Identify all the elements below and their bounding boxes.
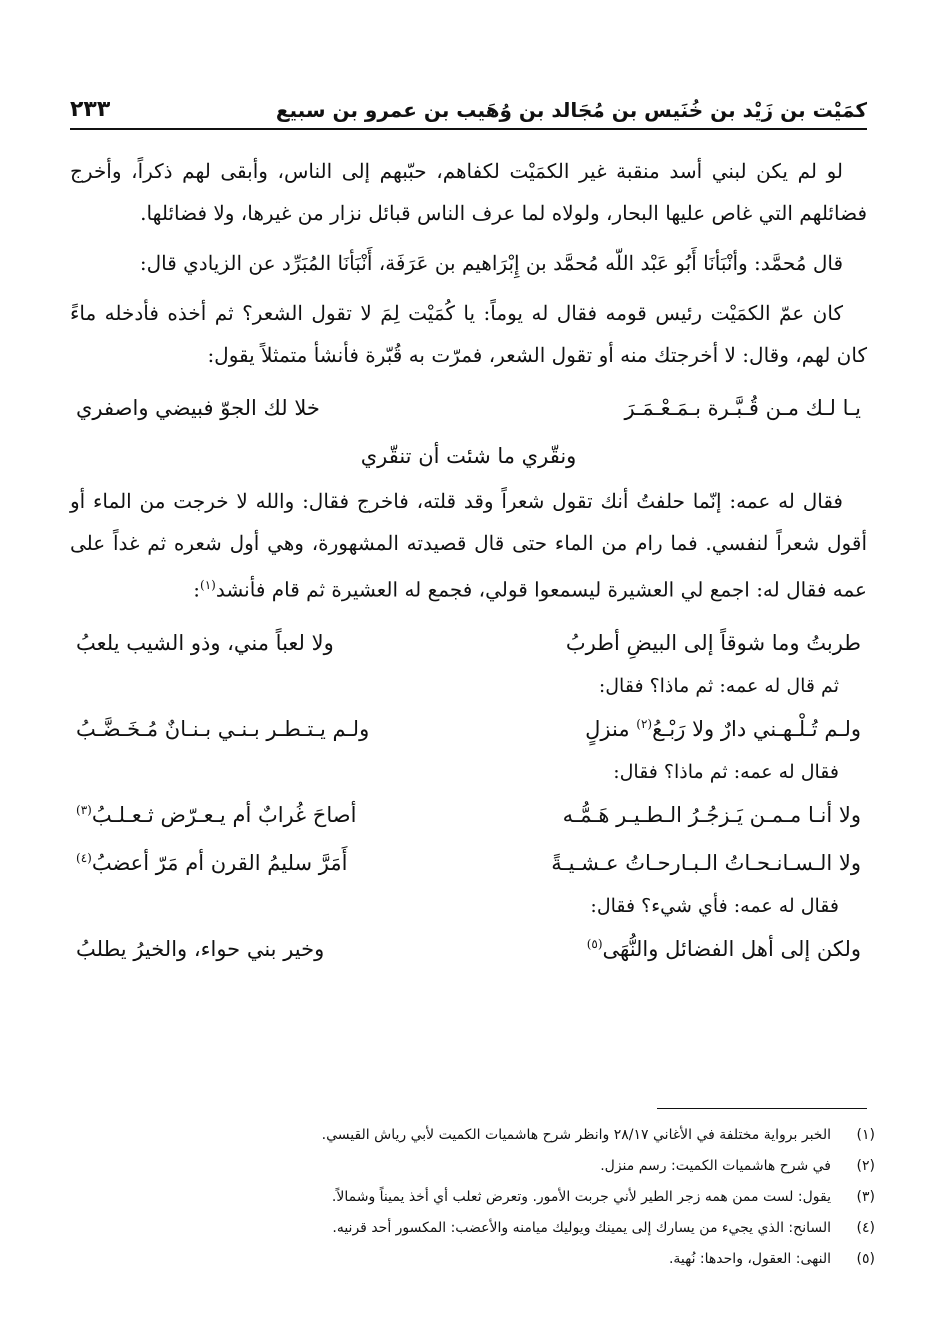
footnotes xyxy=(70,1120,875,1275)
verse-hemistich-2: ولا لعباً مني، وذو الشيب يلعبُ xyxy=(76,630,334,655)
paragraph-1: لو لم يكن لبني أسد منقبة غير الكمَيْت لكفاهم، حبّبهم إلى الناس، وأبقى لهم ذكراً، وأخرج فضائلهم التي غاص عليها البحار، ولولاه لما عرف الناس قبائل نزار من غيرها، ولا فضائلها. xyxy=(70,159,867,225)
narration-line: فقال له عمه: ثم ماذا؟ فقال: xyxy=(613,760,839,783)
verse-qubbara xyxy=(70,384,867,432)
verse-row-2 xyxy=(70,705,867,753)
footnote-5 xyxy=(70,1244,875,1275)
verse-text: ولـم تُـلْـهـني دارٌ ولا رَبْـعُ xyxy=(652,716,861,741)
verse-hemistich-1: ولا أنـا مـمـن يَـزجُـرُ الـطـيـر هَـمُّـه xyxy=(562,802,861,827)
footnote-number: (٣) xyxy=(856,1189,875,1205)
verse-hemistich-1 xyxy=(484,937,861,961)
verse-hemistich-2: ولـم يـتـطـر بـنـي بـنـانٌ مُـخَـضَّـبُ xyxy=(76,716,370,741)
footnote-text: النهى: العقول، واحدها: نُهية. xyxy=(668,1251,831,1267)
verse-hemistich-2: وخير بني حواء، والخيرُ يطلبُ xyxy=(76,936,325,961)
footnote-ref-5: (٥) xyxy=(586,936,603,951)
footnote-number: (٥) xyxy=(856,1251,875,1267)
narration-line: فقال له عمه: فأي شيء؟ فقال: xyxy=(590,894,839,917)
footnote-3 xyxy=(70,1182,875,1213)
paragraph-3: كان عمّ الكمَيْت رئيس قومه فقال له يوماً: يا كُمَيْت لِمَ لا تقول الشعر؟ ثم أخذه فأدخله ماءً كان لهم، وقال: لا أخرجتك منه أو تقول الشعر، فمرّت به قُبّرة فأنشأ متمثلاً يقول: xyxy=(70,301,867,367)
verse-row-1 xyxy=(70,619,867,667)
footnote-4 xyxy=(70,1213,875,1244)
footnote-ref-4: (٤) xyxy=(76,850,92,865)
verse-hemistich-2 xyxy=(76,803,453,827)
running-title: كمَيْت بن زَيْد بن خُنَيس بن مُجَالد بن وُهَيب بن عمرو بن سبيع xyxy=(275,98,867,122)
footnote-number: (١) xyxy=(856,1127,875,1143)
footnote-ref-1: (١) xyxy=(200,578,216,592)
footnote-ref-2: (٢) xyxy=(636,716,653,731)
verse-row-4 xyxy=(70,839,867,887)
page-header xyxy=(70,80,867,130)
footnote-number: (٢) xyxy=(856,1158,875,1174)
footnote-text: يقول: لست ممن همه زجر الطير لأني جربت الأمور. وتعرض ثعلب أي أخذ يميناً وشمالاً. xyxy=(331,1189,831,1205)
paragraph-4 xyxy=(70,480,867,611)
footnote-divider xyxy=(657,1108,867,1109)
paragraph-2: قال مُحمَّد: وأنْبَأنَا أَبُو عَبْد اللّه مُحمَّد بن إِبْرَاهيم بن عَرَفَة، أَنْبَأنَا المُبَرِّد عن الزيادي قال: xyxy=(139,251,843,275)
verse-hemistich-2 xyxy=(76,851,453,875)
footnote-text: السانح: الذي يجيء من يسارك إلى يمينك ويوليك ميامنه والأعضب: المكسور أحد قرنيه. xyxy=(332,1220,831,1236)
footnote-text: في شرح هاشميات الكميت: رسم منزل. xyxy=(600,1158,831,1174)
verse-text: أَمَرَّ سليمُ القرن أم مَرّ أعضبُ xyxy=(91,850,348,875)
verse-row-3 xyxy=(70,791,867,839)
verse-single-line: ونقّري ما شئت أن تنقّري xyxy=(360,444,577,468)
paragraph-4-end: : xyxy=(193,577,201,602)
footnote-text: الخبر برواية مختلفة في الأغاني ٢٨/١٧ وانظر شرح هاشميات الكميت لأبي رياش القيسي. xyxy=(321,1127,831,1143)
verse-hemistich-1 xyxy=(484,717,861,741)
verse-hemistich-1: ولا الـسـانـحـاتُ الـبـارحـاتُ عـشـيـةً xyxy=(551,850,861,875)
footnote-number: (٤) xyxy=(856,1220,875,1236)
verse-row-5 xyxy=(70,925,867,973)
verse-text-tail: منزلٍ xyxy=(585,716,637,741)
footnote-1 xyxy=(70,1120,875,1151)
verse-hemistich-1: يـا لـك مـن قُـبَّـرة بـمَـعْـمَـرَ xyxy=(624,396,861,420)
narration-line: ثم قال له عمه: ثم ماذا؟ فقال: xyxy=(598,674,839,697)
paragraph-4-text: فقال له عمه: إنّما حلفتُ أنك تقول شعراً وقد قلته، فاخرج فقال: والله لا خرجت من الماء أو أقول شعراً لنفسي. فما رام من الماء حتى قال قصيدته المشهورة، وهي أول شعره ثم غداً على عمه فقال له: اجمع لي العشيرة ليسمعوا قولي، فجمع له العشيرة ثم قام فأنشد xyxy=(70,489,867,602)
verse-text: أصاحَ غُرابٌ أم يـعـرّض ثـعـلـبُ xyxy=(91,802,357,827)
footnote-2 xyxy=(70,1151,875,1182)
verse-text: ولكن إلى أهل الفضائل والنُّهَى xyxy=(602,936,861,961)
verse-hemistich-1: طربتُ وما شوقاً إلى البيضِ أطربُ xyxy=(565,630,861,655)
page-number: ٢٣٣ xyxy=(70,97,111,122)
footnote-ref-3: (٣) xyxy=(76,802,92,817)
verse-hemistich-2: خلا لك الجوّ فبيضي واصفري xyxy=(76,396,320,420)
page-body xyxy=(70,150,867,973)
